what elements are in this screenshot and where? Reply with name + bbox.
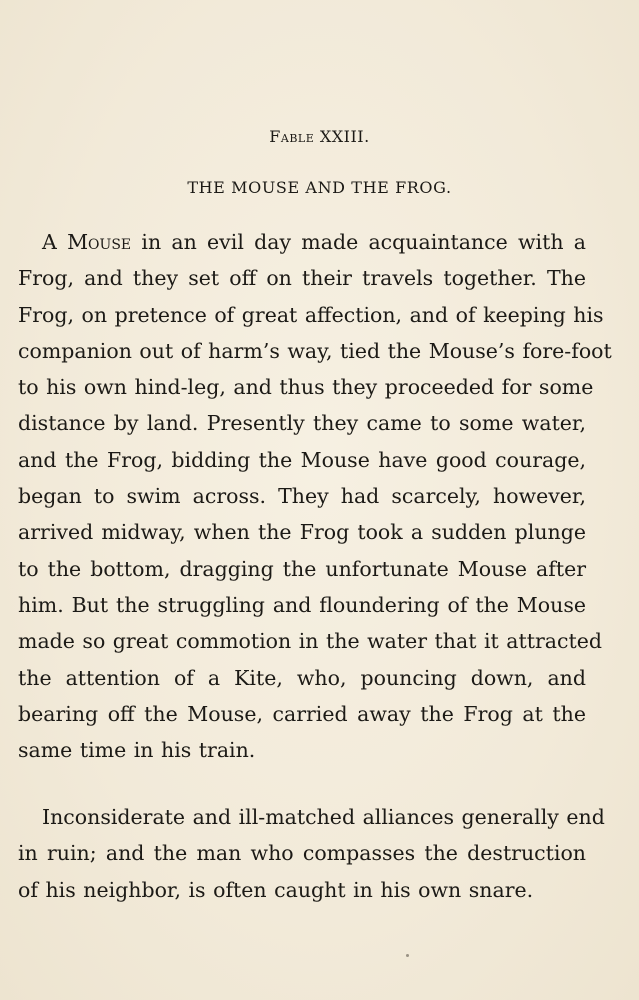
moral-line: Inconsiderate and ill-matched alliances generally end (42, 805, 605, 829)
story-first-word: A (42, 230, 57, 254)
moral-line: of his neighbor, is often caught in his own snare. (18, 877, 534, 902)
story-line (18, 224, 586, 260)
story-line: began to swim across. They had scarcely, however, (18, 484, 586, 509)
story-line: distance by land. Presently they came to some water, (18, 411, 586, 436)
story-line: made so great commotion in the water that it attracted (18, 629, 602, 654)
paper-speck (406, 954, 409, 957)
story-line: Frog, and they set off on their travels together. The (18, 266, 586, 291)
story-line: and the Frog, bidding the Mouse have good courage, (18, 447, 586, 472)
fable-title: THE MOUSE AND THE FROG. (187, 178, 452, 197)
story-line: companion out of harm’s way, tied the Mouse’s fore-foot (18, 338, 612, 363)
moral-paragraph (18, 799, 605, 908)
story-line: bearing off the Mouse, carried away the Frog at the (18, 701, 586, 726)
story-line: arrived midway, when the Frog took a sudden plunge (18, 520, 586, 545)
story-line: the attention of a Kite, who, pouncing down, and (18, 665, 586, 690)
story-line: to his own hind-leg, and thus they proceeded for some (18, 375, 594, 400)
story-line-text: in an evil day made acquaintance with a (131, 230, 586, 254)
moral-line: in ruin; and the man who compasses the destruction (18, 841, 586, 866)
fable-number-heading (0, 127, 639, 146)
story-line: Frog, on pretence of great affection, and of keeping his (18, 302, 604, 327)
fable-numeral: XXIII. (319, 127, 370, 146)
fable-label: Fable (269, 127, 315, 146)
story-line: to the bottom, dragging the unfortunate Mouse after (18, 556, 586, 581)
story-first-smallcaps: Mouse (67, 230, 132, 254)
story-line: same time in his train. (18, 738, 256, 763)
story-paragraph (18, 224, 612, 768)
story-line: him. But the struggling and floundering of the Mouse (18, 592, 586, 617)
